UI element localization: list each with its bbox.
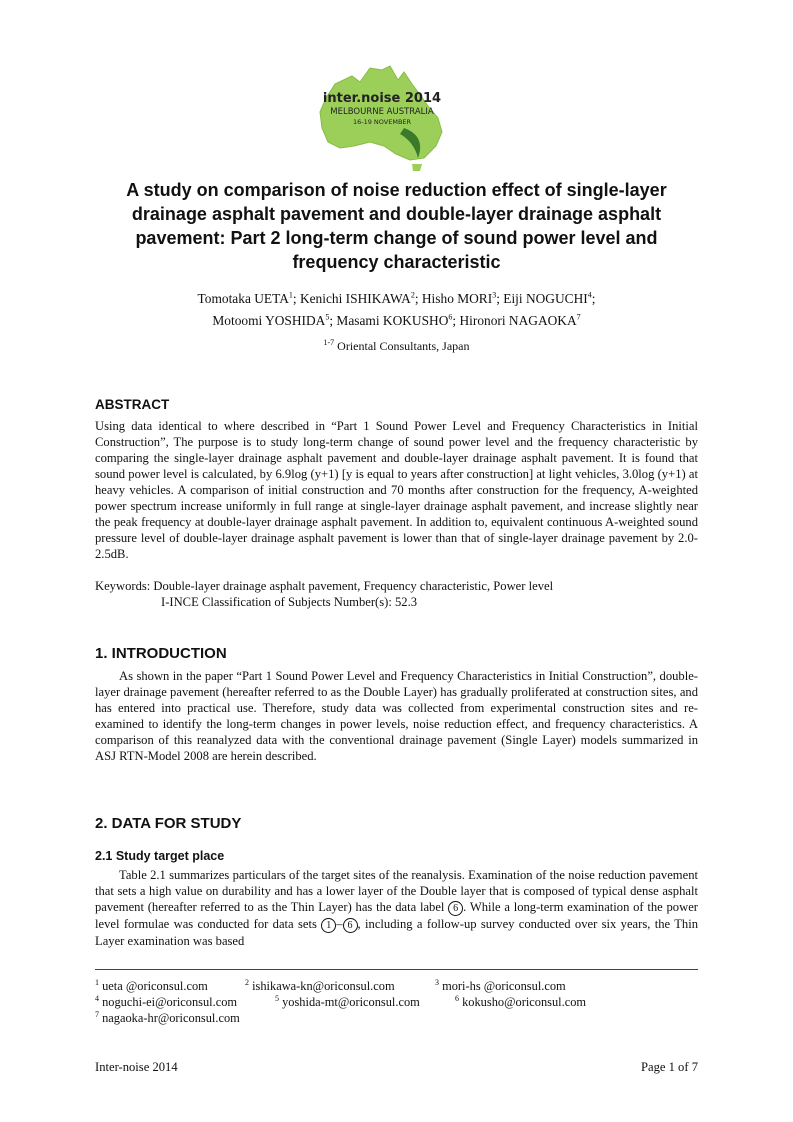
author-line-2 [95, 310, 698, 332]
logo-line3: 16-19 NOVEMBER [352, 118, 412, 126]
footnote-email: $^7$ nagaoka-hr@oriconsul.com [95, 1009, 240, 1025]
author: Hisho MORI$^3$; [421, 290, 504, 306]
introduction-text: As shown in the paper “Part 1 Sound Power Level and Frequency Characteristics in Initial Construction”, double-layer drainage pavement (hereafter referred to as the Double Layer) has gradually proliferated at construction sites, and has entered into practical use. Therefore, study data was collected from experimental construction sites and re-examined to identify the long-term changes in power levels, noise reduction effect, and frequency characteristics. A comparison of this reanalyzed data with the conventional drainage pavement (Single Layer) models summarized in ASJ RTN-Model 2008 are herein described. [95, 669, 698, 763]
footnote-email: $^3$ mori-hs @oriconsul.com [435, 977, 566, 993]
affiliation: $^{1-7}$ Oriental Consultants, Japan [323, 338, 470, 353]
footer-page-number: Page 1 of 7 [640, 1060, 698, 1074]
author: Eiji NOGUCHI$^4$; [503, 290, 596, 306]
author: Kenichi ISHIKAWA$^2$; [299, 290, 422, 306]
paper-title: A study on comparison of noise reduction effect of single-layer drainage asphalt pavement and double-layer drainage asphalt pavement: Part 2 long-term change of sound power level and frequency characteristic [126, 180, 667, 272]
author: Masami KOKUSHO$^6$; [336, 312, 460, 328]
footnotes [95, 978, 698, 1026]
circled-number-6: 6 [448, 901, 463, 916]
footer-conference: Inter-noise 2014 [95, 1060, 178, 1074]
tasmania-shape [412, 164, 422, 171]
footnote-email: $^4$ noguchi-ei@oriconsul.com [95, 993, 238, 1009]
author-line-1 [95, 288, 698, 310]
footnote-email: $^2$ ishikawa-kn@oriconsul.com [245, 977, 395, 993]
footnote-email: $^1$ ueta @oriconsul.com [95, 977, 208, 993]
logo-line2: MELBOURNE AUSTRALIA [330, 107, 434, 117]
subsection-2-1-heading: 2.1 Study target place [95, 849, 225, 863]
abstract-text: Using data identical to where described in “Part 1 Sound Power Level and Frequency Characteristics in Initial Construction”, The purpose is to study long-term change of sound power level and the frequency characteristic by comparing the single-layer drainage asphalt pavement and double-layer drainage asphalt pavement. It is found that sound power level is calculated, by 6.9log (y+1) [y is equal to years after construction] at light vehicles, 3.0log (y+1) at heavy vehicles. A comparison of initial construction and 70 months after construction for the frequency, A-weighted power spectrum increase uniformly in full range at single-layer drainage asphalt pavement, and increase slightly near the peak frequency at double-layer drainage asphalt pavement. In addition to, equivalent continuous A-weighted sound pressure level of double-layer drainage asphalt pavement is lower than that of single-layer drainage pavement by 2.0-2.5dB. [95, 419, 698, 561]
footnote-email: $^6$ kokusho@oriconsul.com [455, 993, 587, 1009]
keywords [95, 578, 698, 610]
section-2-heading: 2. DATA FOR STUDY [95, 815, 242, 832]
study-target-text: Table 2.1 summarizes particulars of the target sites of the reanalysis. Examination of the noise reduction pavement that sets a high value on durability and has a lower layer of the Double layer that is composed of typical dense asphalt pavement (hereafter referred to as the Thin Layer) has the data label 6 . While a long-term examination of the power level formulae was conducted for data sets 1 – 6 , including a follow-up survey conducted over six years, the Thin Layer examination was based [95, 868, 699, 948]
circled-number-1: 1 [321, 918, 336, 933]
section-1-heading: 1. INTRODUCTION [95, 645, 227, 662]
circled-number-6: 6 [343, 918, 358, 933]
footnote-email: $^5$ yoshida-mt@oriconsul.com [275, 993, 420, 1009]
conference-logo [300, 62, 470, 172]
author-list [95, 288, 698, 332]
footnote-line-3 [95, 1010, 698, 1026]
keywords-line: Keywords: Double-layer drainage asphalt pavement, Frequency characteristic, Power level [95, 579, 554, 593]
logo-line1: inter.noise 2014 [322, 91, 442, 106]
author: Tomotaka UETA$^1$; [197, 290, 300, 306]
author: Motoomi YOSHIDA$^5$; [212, 312, 337, 328]
author: Hironori NAGAOKA$^7$ [459, 312, 581, 328]
footnote-line-2 [95, 994, 698, 1010]
classification-line: I-INCE Classification of Subjects Number(s): 52.3 [161, 595, 418, 609]
footnote-divider [95, 969, 698, 970]
abstract-heading: ABSTRACT [95, 397, 170, 412]
footnote-line-1 [95, 978, 698, 994]
